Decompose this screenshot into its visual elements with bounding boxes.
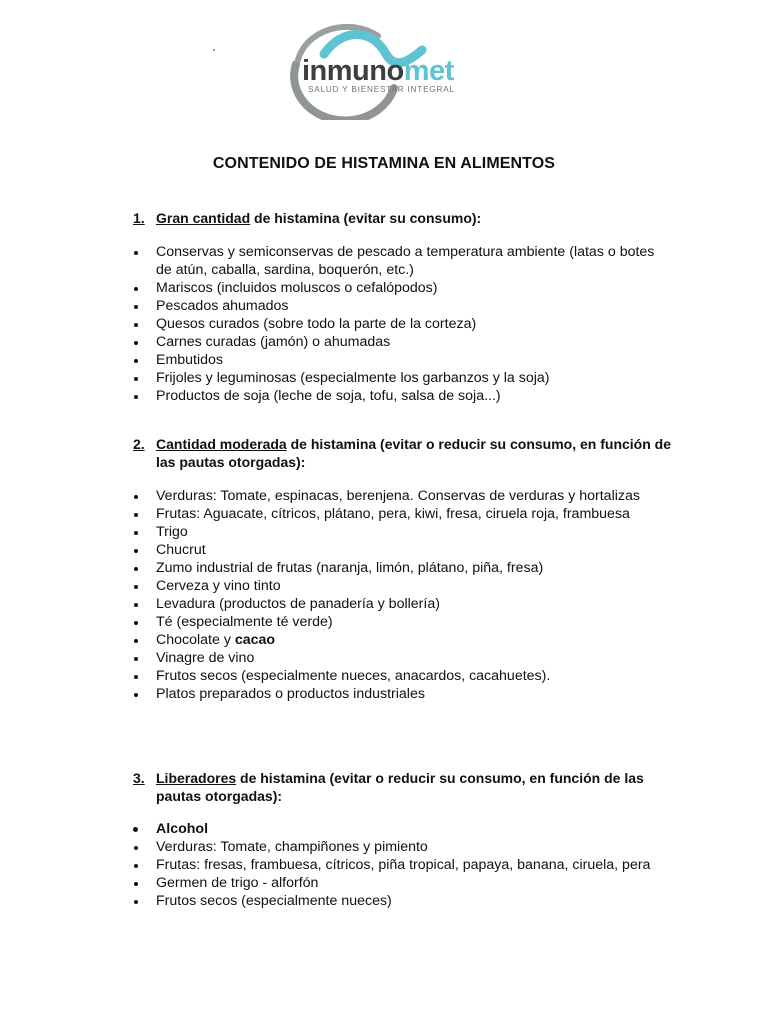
section-number: 2. — [133, 436, 145, 452]
list-item-text: Trigo — [156, 524, 188, 540]
list-item-text: Carnes curadas (jamón) o ahumadas — [156, 334, 391, 350]
list-item — [133, 631, 673, 649]
list-item-text: Vinagre de vino — [156, 650, 255, 666]
section-heading-1 — [133, 209, 673, 227]
list-item — [133, 874, 673, 892]
list-item-text: Embutidos — [156, 352, 224, 368]
list-item — [133, 387, 673, 405]
section-number: 1. — [133, 210, 145, 226]
list-item-text: Frutos secos (especialmente nueces, anacardos, cacahuetes). — [156, 668, 551, 684]
list-item — [133, 541, 673, 559]
list-item — [133, 577, 673, 595]
list-item-text: Zumo industrial de frutas (naranja, limón, plátano, piña, fresa) — [156, 560, 544, 576]
section-heading-text: de histamina (evitar o reducir su consumo, en función de las pautas otorgadas): — [156, 436, 671, 470]
section-keyword: Gran cantidad — [156, 210, 251, 226]
stray-mark — [213, 49, 215, 51]
list-item-text: Quesos curados (sobre todo la parte de la corteza) — [156, 316, 477, 332]
list-item-text: Mariscos (incluidos moluscos o cefalópodos) — [156, 280, 438, 296]
section-keyword: Cantidad moderada — [156, 436, 287, 452]
section-1-list — [133, 243, 673, 405]
list-item-text: Frutas: fresas, frambuesa, cítricos, piña tropical, papaya, banana, ciruela, pera — [156, 857, 651, 873]
list-item-text: Verduras: Tomate, espinacas, berenjena. Conservas de verduras y hortalizas — [156, 488, 640, 504]
list-item-bold-text: cacao — [234, 632, 276, 648]
section-keyword: Liberadores — [156, 770, 237, 786]
list-item — [133, 297, 673, 315]
list-item-bold-text: Alcohol — [156, 821, 209, 837]
document-title: CONTENIDO DE HISTAMINA EN ALIMENTOS — [212, 155, 556, 172]
list-item-text: Frutas: Aguacate, cítricos, plátano, pera, kiwi, fresa, ciruela roja, frambuesa — [156, 506, 630, 522]
list-item — [133, 369, 673, 387]
list-item — [133, 505, 673, 523]
list-item — [133, 351, 673, 369]
list-item-text: Conservas y semiconservas de pescado a temperatura ambiente (latas o botes de atún, caballa, sardina, boquerón, etc.) — [156, 244, 655, 278]
list-item — [133, 856, 673, 874]
list-item — [133, 685, 673, 703]
section-2-list — [133, 487, 673, 703]
list-item — [133, 333, 673, 351]
list-item — [133, 559, 673, 577]
list-item-text: Chocolate y — [156, 632, 235, 648]
logo-graphic — [282, 24, 478, 120]
list-item — [133, 649, 673, 667]
logo-brand-dark: inmuno — [302, 55, 404, 87]
list-item — [133, 315, 673, 333]
section-3-list — [133, 820, 673, 910]
list-item — [133, 820, 673, 838]
list-item — [133, 523, 673, 541]
svg-text:inmunomet — [302, 55, 455, 87]
list-item — [133, 613, 673, 631]
list-item-text: Chucrut — [156, 542, 206, 558]
list-item — [133, 667, 673, 685]
section-heading-2 — [133, 435, 673, 471]
section-heading-3 — [133, 769, 673, 805]
list-item-text: Frutos secos (especialmente nueces) — [156, 893, 392, 909]
list-item-text: Pescados ahumados — [156, 298, 289, 314]
list-item-text: Cerveza y vino tinto — [156, 578, 281, 594]
list-item-text: Germen de trigo - alforfón — [156, 875, 319, 891]
list-item-text: Verduras: Tomate, champiñones y pimiento — [156, 839, 428, 855]
list-item — [133, 838, 673, 856]
inmunomet-logo — [282, 24, 478, 120]
list-item — [133, 595, 673, 613]
section-heading-text: de histamina (evitar o reducir su consumo, en función de las pautas otorgadas): — [156, 770, 644, 804]
list-item-text: Frijoles y leguminosas (especialmente los garbanzos y la soja) — [156, 370, 550, 386]
list-item — [133, 243, 673, 279]
section-number: 3. — [133, 770, 145, 786]
logo-tagline: SALUD Y BIENESTAR INTEGRAL — [308, 85, 455, 94]
list-item-text: Productos de soja (leche de soja, tofu, salsa de soja...) — [156, 388, 501, 404]
list-item-text: Té (especialmente té verde) — [156, 614, 333, 630]
list-item — [133, 279, 673, 297]
list-item — [133, 892, 673, 910]
logo-brand-light: met — [403, 55, 454, 87]
list-item — [133, 487, 673, 505]
section-heading-text: de histamina (evitar su consumo): — [250, 210, 482, 226]
list-item-text: Platos preparados o productos industriales — [156, 686, 425, 702]
list-item-text: Levadura (productos de panadería y bollería) — [156, 596, 440, 612]
